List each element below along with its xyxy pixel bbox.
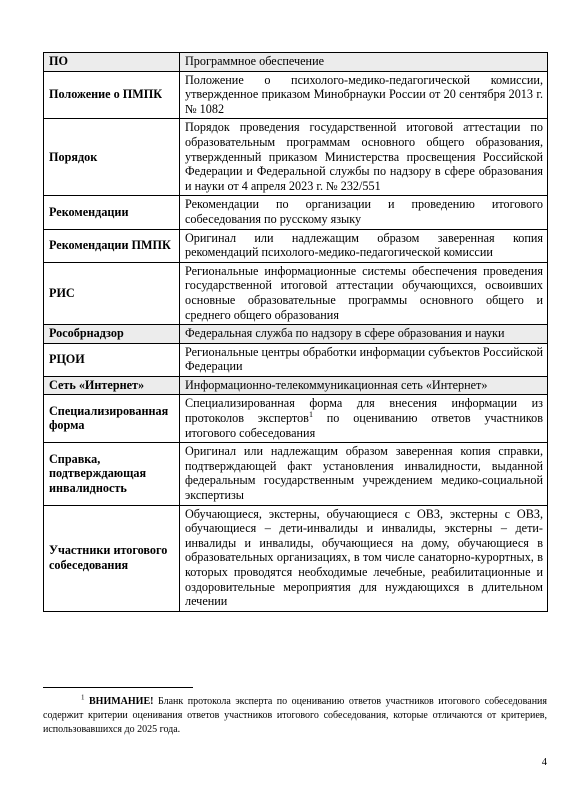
table-row xyxy=(44,262,548,324)
term-cell: Сеть «Интернет» xyxy=(44,376,180,395)
term-cell: Рекомендации ПМПК xyxy=(44,229,180,262)
abbreviations-table xyxy=(43,52,548,612)
definition-text: Специализированная форма для внесения информации из протоколов экспертов xyxy=(185,396,543,426)
table-row xyxy=(44,229,548,262)
definition-cell: Оригинал или надлежащим образом заверенная копия справки, подтверждающей факт установления инвалидности, выданной федеральным государственным учреждением медико-социальной экспертизы xyxy=(180,443,548,505)
term-cell: Специализированная форма xyxy=(44,395,180,443)
definition-cell xyxy=(180,395,548,443)
term-cell: Положение о ПМПК xyxy=(44,71,180,119)
definition-cell: Федеральная служба по надзору в сфере образования и науки xyxy=(180,325,548,344)
footnote xyxy=(43,695,547,737)
definition-cell: Обучающиеся, экстерны, обучающиеся с ОВЗ, экстерны с ОВЗ, обучающиеся – дети-инвалиды и инвалиды, экстерны – дети-инвалиды и инвалиды, обучающиеся на дому, обучающиеся в образовательных организациях, в том числе санаторно-курортных, в которых проводятся необходимые лечебные, реабилитационные и оздоровительные мероприятия для нуждающихся в длительном лечении xyxy=(180,505,548,611)
term-cell: Рекомендации xyxy=(44,196,180,229)
footnote-mark: 1 xyxy=(81,693,85,702)
definition-cell: Региональные центры обработки информации субъектов Российской Федерации xyxy=(180,343,548,376)
term-cell: Участники итогового собеседования xyxy=(44,505,180,611)
footnote-reference: 1 xyxy=(308,410,313,419)
term-cell: РЦОИ xyxy=(44,343,180,376)
term-cell: РИС xyxy=(44,262,180,324)
term-cell: Порядок xyxy=(44,119,180,196)
table-row xyxy=(44,71,548,119)
footnote-text: Бланк протокола эксперта по оцениванию ответов участников итогового собеседования содержит критерии оценивания ответов участников итогового собеседования, которые отличаются от критериев, использовавшихся до 2025 года. xyxy=(43,696,548,735)
term-cell: ПО xyxy=(44,53,180,72)
table-row xyxy=(44,505,548,611)
term-cell: Рособрнадзор xyxy=(44,325,180,344)
term-cell: Справка, подтверждающая инвалидность xyxy=(44,443,180,505)
definition-cell: Оригинал или надлежащим образом заверенная копия рекомендаций психолого-медико-педагогической комиссии xyxy=(180,229,548,262)
footnote-separator xyxy=(43,687,193,688)
table-row xyxy=(44,376,548,395)
table-row xyxy=(44,196,548,229)
table-row xyxy=(44,325,548,344)
definition-text: по оцениванию ответов участников итогового собеседования xyxy=(185,411,544,440)
table-row xyxy=(44,343,548,376)
definition-cell: Программное обеспечение xyxy=(180,53,548,72)
table-row xyxy=(44,395,548,443)
definition-cell: Рекомендации по организации и проведению итогового собеседования по русскому языку xyxy=(180,196,548,229)
definition-cell: Положение о психолого-медико-педагогической комиссии, утвержденное приказом Минобрнауки России от 20 сентября 2013 г. № 1082 xyxy=(180,71,548,119)
definition-cell: Региональные информационные системы обеспечения проведения государственной итоговой аттестации обучающихся, освоивших основные образовательные программы основного общего и среднего общего образования xyxy=(180,262,548,324)
definition-cell: Информационно-телекоммуникационная сеть «Интернет» xyxy=(180,376,548,395)
table-row xyxy=(44,53,548,72)
table-row xyxy=(44,119,548,196)
table-row xyxy=(44,443,548,505)
page-number: 4 xyxy=(541,757,547,768)
definition-cell: Порядок проведения государственной итоговой аттестации по образовательным программам основного общего образования, утвержденный приказом Министерства просвещения Российской Федерации и Федеральной службы по надзору в сфере образования и науки от 4 апреля 2023 г. № 232/551 xyxy=(180,119,548,196)
footnote-label: ВНИМАНИЕ! xyxy=(89,696,154,707)
